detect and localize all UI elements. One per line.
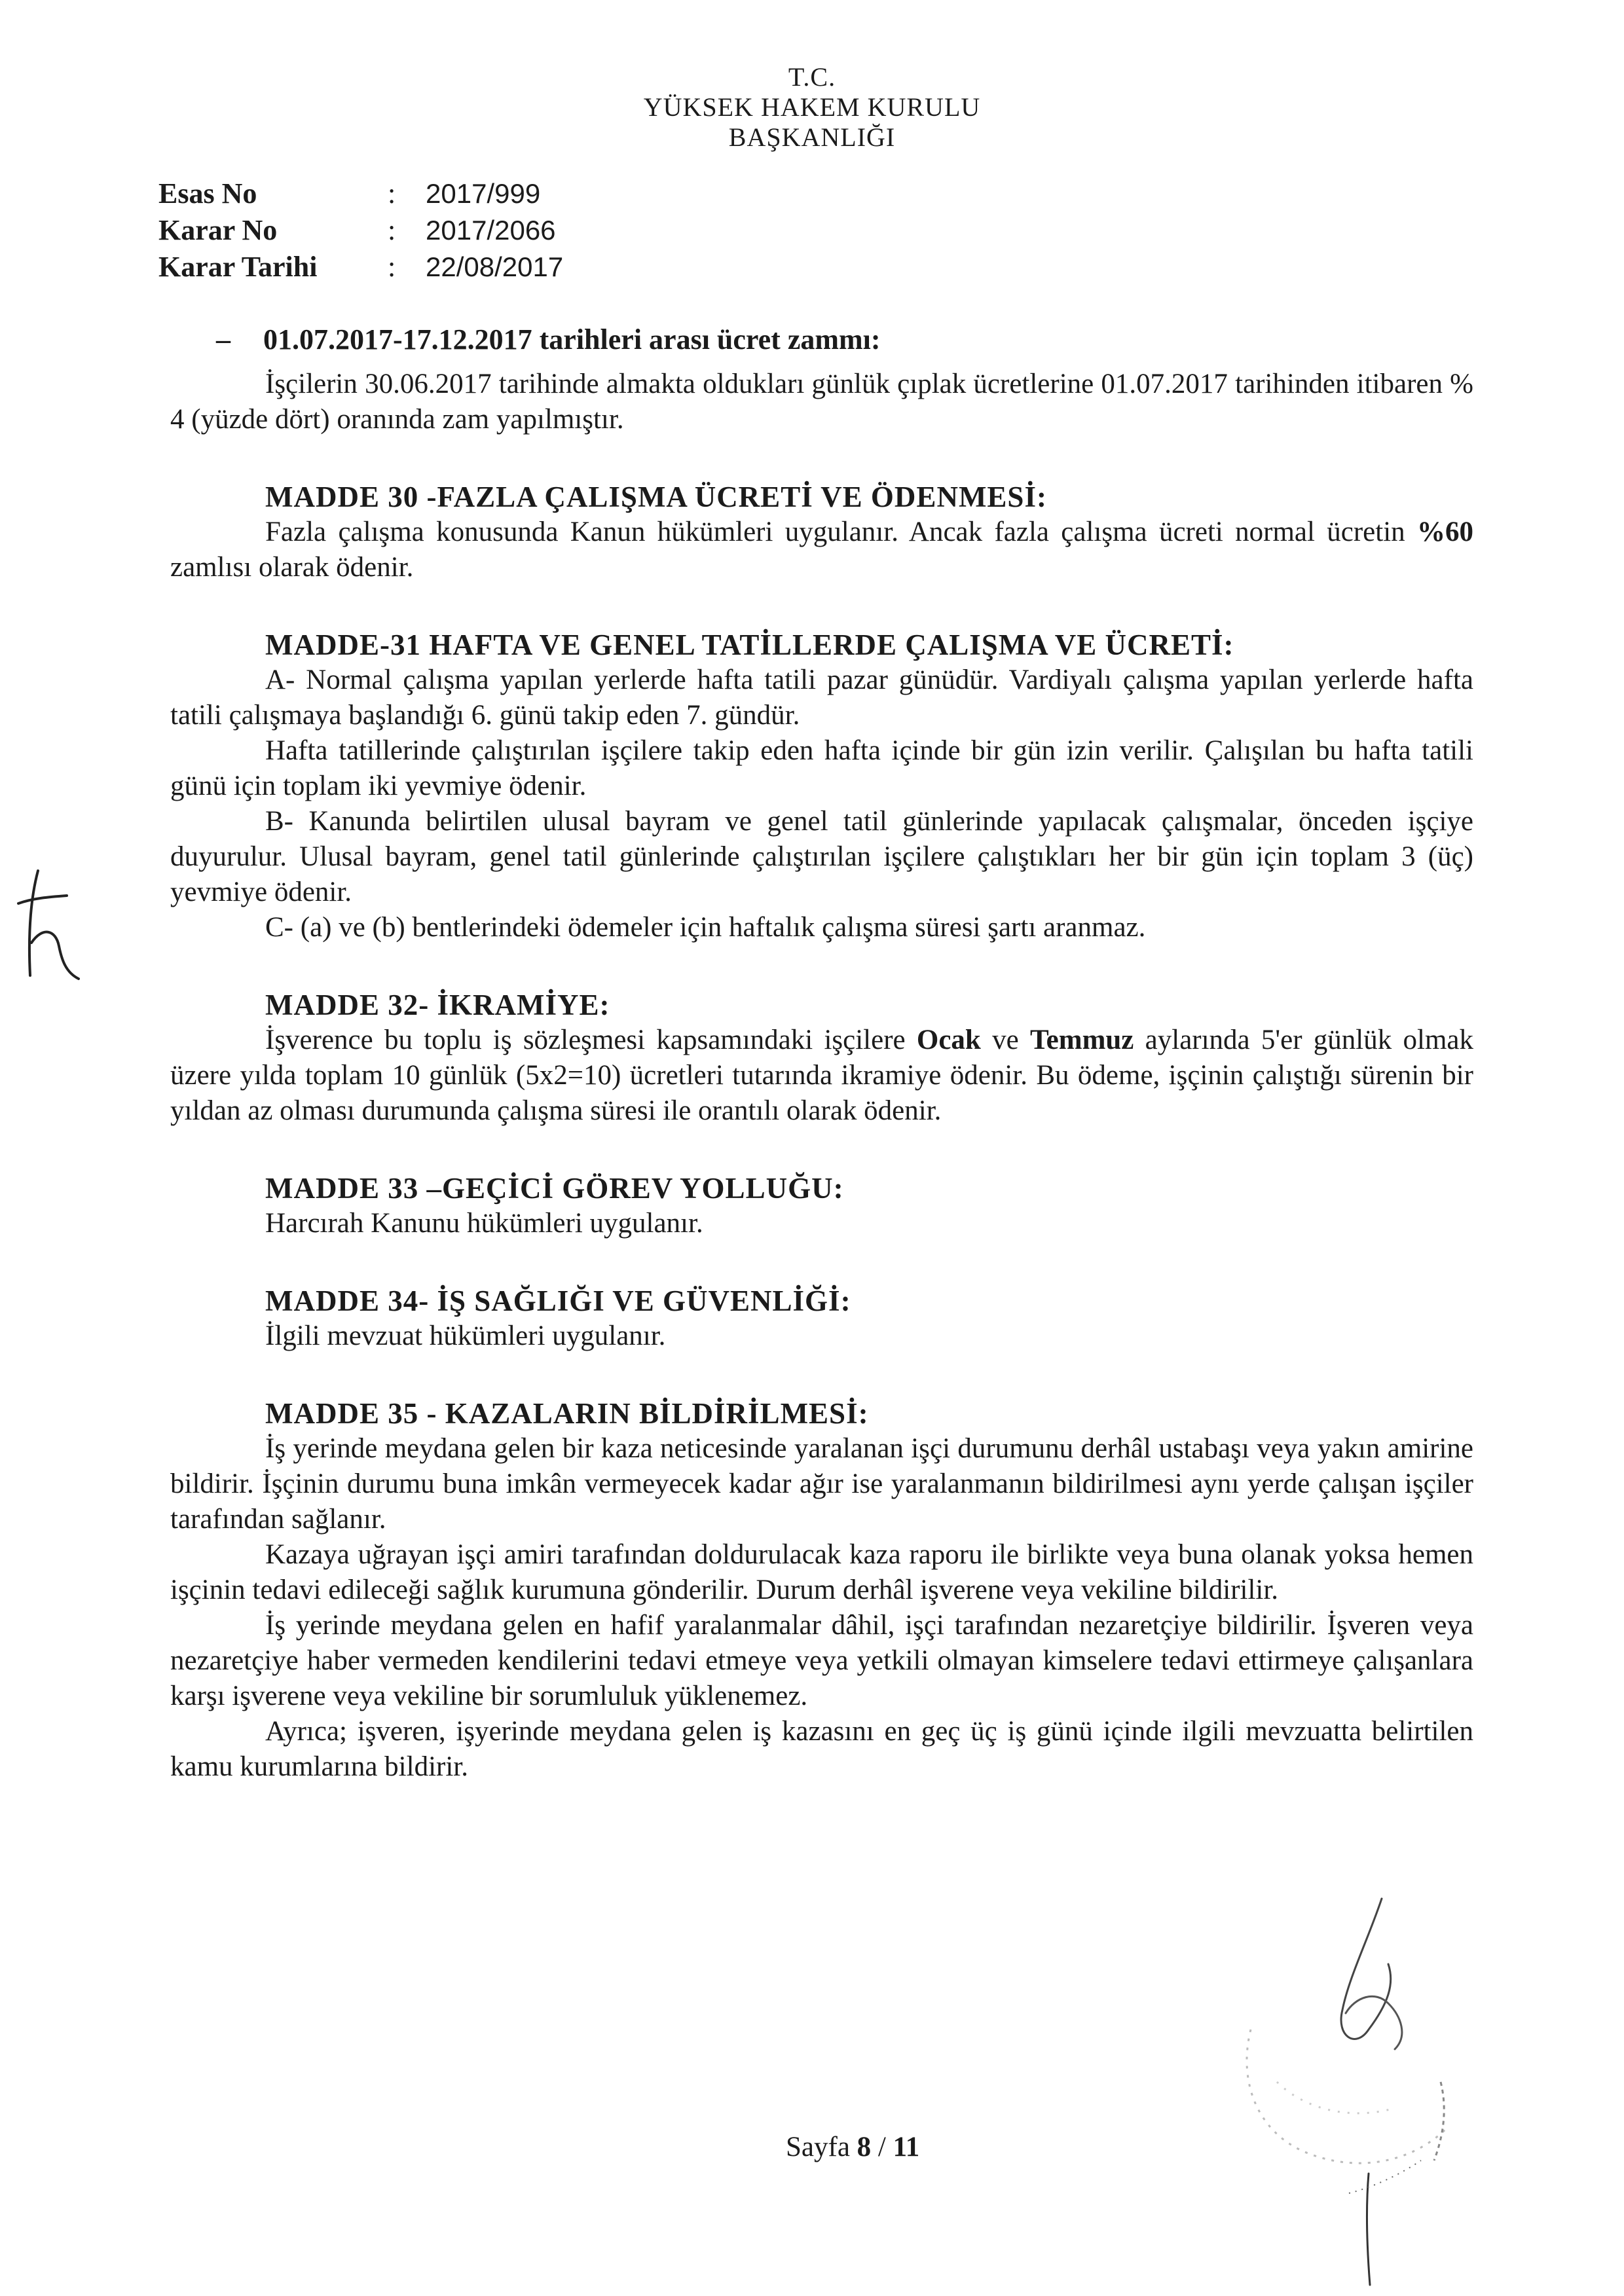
karar-value: 2017/2066 <box>426 215 556 246</box>
tarih-value: 22/08/2017 <box>426 251 564 282</box>
wage-raise-section <box>170 322 1473 437</box>
article-35-para-3: İş yerinde meydana gelen en hafif yaralanmalar dâhil, işçi tarafından nezaretçiye bildirilir. İşveren veya nezaretçiye haber vermeden kendilerini tedavi etmeye veya yetkili olmayan kimselere tedavi ettirmeye çalışanlara karşı işverene veya vekiline bir sorumluluk yüklenemez. <box>170 1610 1473 1711</box>
article-32-january: Ocak <box>916 1025 981 1055</box>
page-total: 11 <box>893 2132 920 2162</box>
esas-colon: : <box>388 177 396 210</box>
tarih-row <box>158 249 563 285</box>
wage-raise-text: İşçilerin 30.06.2017 tarihinde almakta oldukları günlük çıplak ücretlerine 01.07.2017 tarihinden itibaren % 4 (yüzde dört) oranında zam yapılmıştır. <box>170 369 1473 435</box>
article-35-title: MADDE 35 - KAZALARIN BİLDİRİLMESİ: <box>265 1397 869 1430</box>
article-32-t3: aylarında 5'er günlük olmak üzere yılda toplam 10 günlük (5x2=10) ücretleri tutarında ikramiye ödenir. Bu ödeme, işçinin çalıştığı sürenin bir yıldan az olması durumunda çalışma süresi ile orantılı olarak ödenir. <box>170 1025 1473 1126</box>
article-30-text <box>170 515 1473 585</box>
article-32-july: Temmuz <box>1029 1025 1134 1055</box>
article-30-rate: %60 <box>1417 517 1473 547</box>
handwritten-initial-icon <box>13 864 85 989</box>
header-presidency: BAŞKANLIĞI <box>728 122 896 152</box>
article-35-para-2: Kazaya uğrayan işçi amiri tarafından doldurulacak kaza raporu ile birlikte veya buna olanak yoksa hemen işçinin tedavi edileceği sağlık kurumuna gönderilir. Durum derhâl işverene veya vekiline bildirilir. <box>170 1539 1473 1605</box>
article-33 <box>170 1171 1473 1241</box>
page-current: 8 <box>857 2132 872 2162</box>
esas-value: 2017/999 <box>426 178 541 209</box>
article-34-text: İlgili mevzuat hükümleri uygulanır. <box>265 1321 666 1351</box>
article-30-text-b: zamlısı olarak ödenir. <box>170 552 414 583</box>
article-31-title: MADDE-31 HAFTA VE GENEL TATİLLERDE ÇALIŞMA VE ÜCRETİ: <box>265 629 1234 661</box>
document-body <box>170 322 1473 1785</box>
page-prefix: Sayfa <box>786 2132 857 2162</box>
article-31-para-b: B- Kanunda belirtilen ulusal bayram ve genel tatil günlerinde yapılacak çalışmalar, önceden işçiye duyurulur. Ulusal bayram, genel tatil günlerinde çalıştırılan işçilere çalıştıkları her bir gün için toplam 3 (üç) yevmiye ödenir. <box>170 806 1473 907</box>
article-33-text: Harcırah Kanunu hükümleri uygulanır. <box>265 1208 703 1239</box>
page-number <box>786 2131 919 2163</box>
article-30 <box>170 479 1473 585</box>
wage-raise-dash: – <box>216 323 231 355</box>
article-35-para-1: İş yerinde meydana gelen bir kaza neticesinde yaralanan işçi durumunu derhâl ustabaşı veya yakın amirine bildirir. İşçinin durumu buna imkân vermeyecek kadar ağır ise yaralanmanın bildirilmesi aynı yerde çalışan işçiler tarafından sağlanır. <box>170 1433 1473 1535</box>
signature-stamp-icon <box>1198 1886 1493 2291</box>
article-30-title: MADDE 30 -FAZLA ÇALIŞMA ÜCRETİ VE ÖDENMESİ: <box>265 481 1047 513</box>
article-34 <box>170 1283 1473 1354</box>
article-35-para-4: Ayrıca; işveren, işyerinde meydana gelen iş kazasını en geç üç iş günü içinde ilgili mevzuatta belirtilen kamu kurumlarına bildirir. <box>170 1716 1473 1782</box>
karar-label: Karar No <box>158 214 278 246</box>
article-30-text-a: Fazla çalışma konusunda Kanun hükümleri uygulanır. Ancak fazla çalışma ücreti normal ücretin <box>265 517 1417 547</box>
article-31-para-a: A- Normal çalışma yapılan yerlerde hafta tatili pazar günüdür. Vardiyalı çalışma yapılan yerlerde hafta tatili çalışmaya başlandığı 6. günü takip eden 7. gündür. <box>170 665 1473 731</box>
case-metadata <box>158 175 563 285</box>
esas-row <box>158 175 563 212</box>
article-33-title: MADDE 33 –GEÇİCİ GÖREV YOLLUĞU: <box>265 1172 844 1205</box>
esas-label: Esas No <box>158 177 257 210</box>
header-tc: T.C. <box>788 62 836 92</box>
article-35 <box>170 1396 1473 1785</box>
tarih-label: Karar Tarihi <box>158 251 318 283</box>
page-sep: / <box>871 2132 893 2162</box>
wage-raise-title <box>216 322 1473 357</box>
wage-raise-heading: 01.07.2017-17.12.2017 tarihleri arası ücret zammı: <box>263 323 881 355</box>
karar-row <box>158 212 563 249</box>
article-31-para-c: C- (a) ve (b) bentlerindeki ödemeler için haftalık çalışma süresi şartı aranmaz. <box>265 912 1146 943</box>
tarih-colon: : <box>388 251 396 283</box>
karar-colon: : <box>388 214 396 246</box>
article-32-text <box>170 1023 1473 1129</box>
header-institution: YÜKSEK HAKEM KURULU <box>643 92 981 122</box>
article-32-title: MADDE 32- İKRAMİYE: <box>265 989 610 1021</box>
article-32 <box>170 987 1473 1129</box>
article-32-t2: ve <box>980 1025 1030 1055</box>
article-32-t1: İşverence bu toplu iş sözleşmesi kapsamındaki işçilere <box>265 1025 917 1055</box>
article-34-title: MADDE 34- İŞ SAĞLIĞI VE GÜVENLİĞİ: <box>265 1285 851 1317</box>
document-header <box>0 62 1624 153</box>
article-31-para-holiday: Hafta tatillerinde çalıştırılan işçilere takip eden hafta içinde bir gün izin verilir. Çalışılan bu hafta tatili günü için toplam iki yevmiye ödenir. <box>170 735 1473 801</box>
article-31 <box>170 627 1473 945</box>
